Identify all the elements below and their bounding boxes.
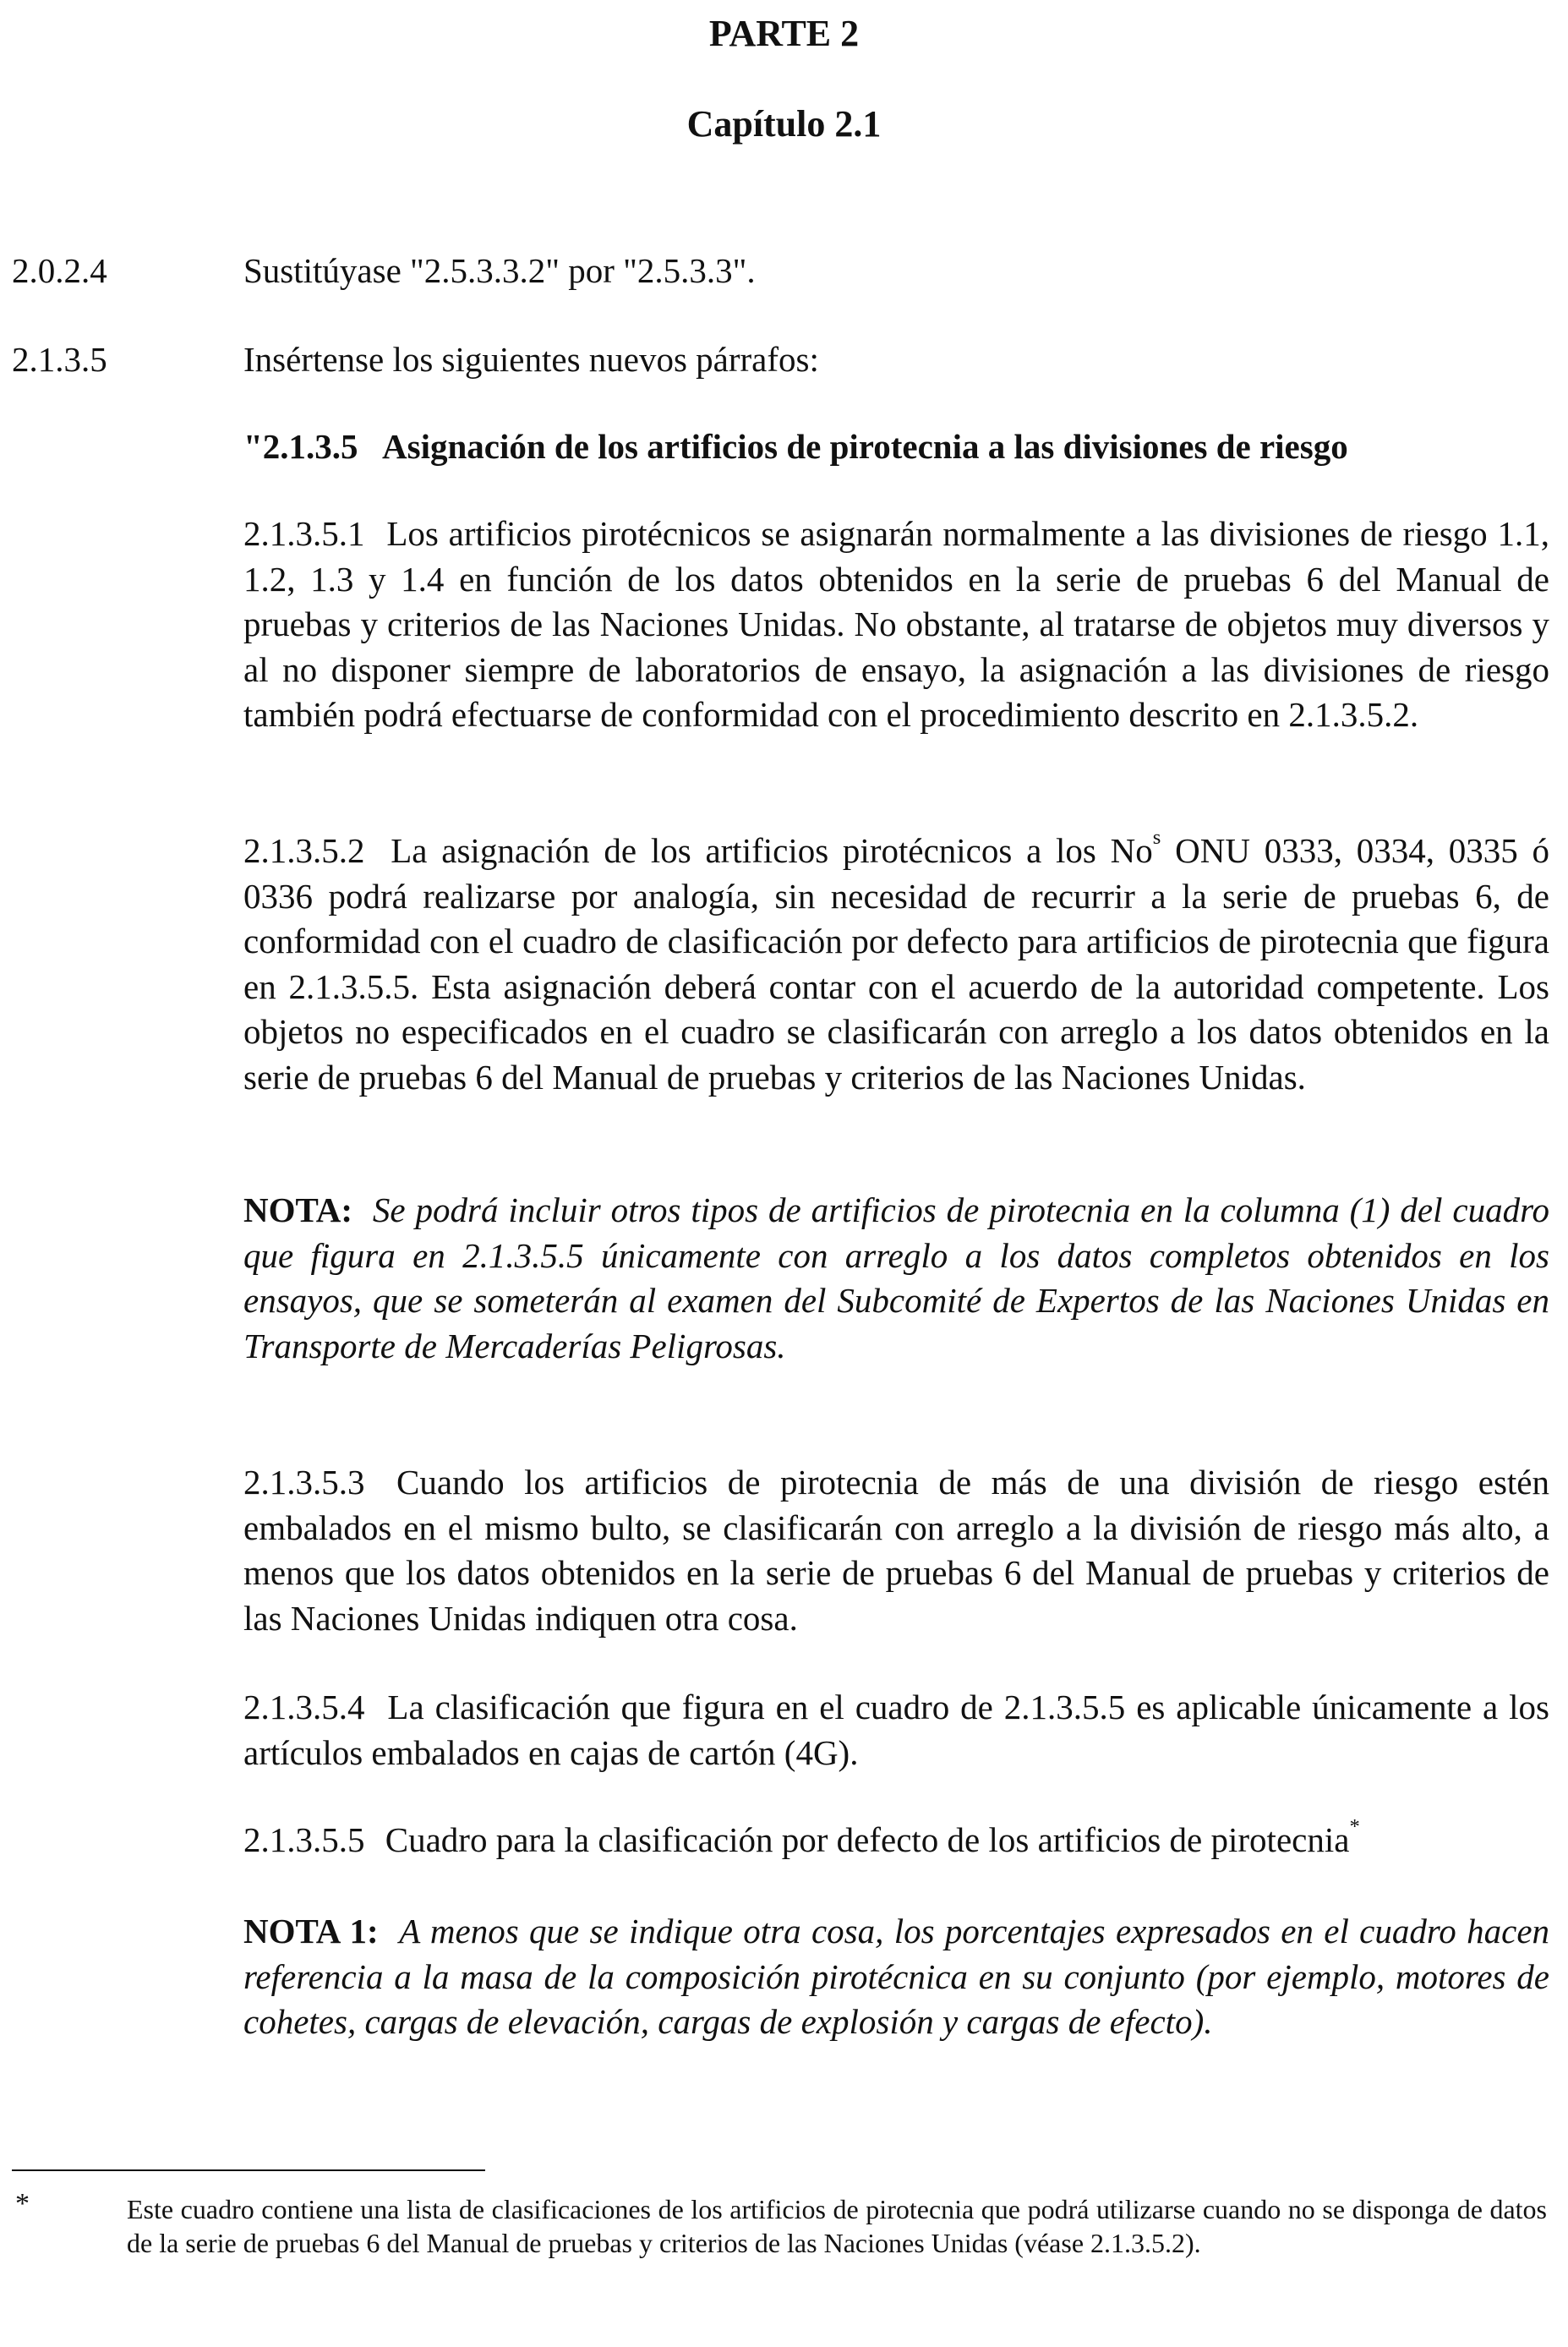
- amendment-text: Insértense los siguientes nuevos párrafos:: [243, 340, 819, 379]
- paragraph-2-1-3-5-5: [243, 1814, 1549, 1863]
- paragraph-2-1-3-5-3: [243, 1460, 1549, 1641]
- paragraph-2-1-3-5-1: [243, 512, 1549, 738]
- amendment-number: 2.0.2.4: [12, 251, 107, 290]
- footnote-divider: [12, 2169, 485, 2171]
- paragraph-text: La clasificación que figura en el cuadro de 2.1.3.5.5 es aplicable únicamente a los artículos embalados en cajas de cartón (4G).: [243, 1688, 1549, 1772]
- paragraph-text: Cuando los artificios de pirotecnia de más de una división de riesgo estén embalados en el mismo bulto, se clasificarán con arreglo a la división de riesgo más alto, a menos que los datos obtenidos en la serie de pruebas 6 del Manual de pruebas y criterios de las Naciones Unidas indiquen otra cosa.: [243, 1463, 1549, 1638]
- paragraph-text: Cuadro para la clasificación por defecto de los artificios de pirotecnia: [385, 1820, 1350, 1859]
- paragraph-text: Los artificios pirotécnicos se asignarán normalmente a las divisiones de riesgo 1.1, 1.2, 1.3 y 1.4 en función de los datos obtenidos en la serie de pruebas 6 del Manual de pruebas y criterios de las Naciones Unidas. No obstante, al tratarse de objetos muy diversos y al no disponer siempre de laboratorios de ensayo, la asignación a las divisiones de riesgo también podrá efectuarse de conformidad con el procedimiento descrito en 2.1.3.5.2.: [243, 514, 1549, 735]
- paragraph-number: 2.1.3.5.3: [243, 1463, 365, 1502]
- amendment-text: Sustitúyase "2.5.3.3.2" por "2.5.3.3".: [243, 251, 756, 290]
- note-text: Se podrá incluir otros tipos de artificios de pirotecnia en la columna (1) del cuadro que figura en 2.1.3.5.5 únicamente con arreglo a los datos completos obtenidos en los ensayos, que se someterán al examen del Subcomité de Expertos de las Naciones Unidas en Transporte de Mercaderías Peligrosas.: [243, 1190, 1550, 1365]
- paragraph-text: La asignación de los artificios pirotécnicos a los No: [391, 831, 1153, 870]
- note-1: [243, 1909, 1549, 2045]
- amendment-number: 2.1.3.5: [12, 340, 107, 379]
- footnote-reference[interactable]: *: [1349, 1814, 1360, 1838]
- note-label: NOTA:: [243, 1190, 353, 1229]
- note: [243, 1188, 1549, 1369]
- paragraph-2-1-3-5-2: [243, 825, 1549, 1101]
- note-text: A menos que se indique otra cosa, los porcentajes expresados en el cuadro hacen referencia a la masa de la composición pirotécnica en su conjunto (por ejemplo, motores de cohetes, cargas de elevación, cargas de explosión y cargas de efecto).: [243, 1912, 1550, 2042]
- chapter-heading: Capítulo 2.1: [686, 103, 882, 145]
- paragraph-number: 2.1.3.5.1: [243, 514, 365, 553]
- footnote-text: Este cuadro contiene una lista de clasificaciones de los artificios de pirotecnia que podrá utilizarse cuando no se disponga de datos de la serie de pruebas 6 del Manual de pruebas y criterios de las Naciones Unidas (véase 2.1.3.5.2).: [127, 2194, 1547, 2258]
- note-label: NOTA 1:: [243, 1912, 379, 1950]
- paragraph-number: 2.1.3.5.4: [243, 1688, 365, 1726]
- paragraph-number: 2.1.3.5.5: [243, 1820, 365, 1859]
- plural-superscript: s: [1152, 825, 1161, 849]
- section-title: "2.1.3.5 Asignación de los artificios de pirotecnia a las divisiones de riesgo: [243, 427, 1348, 466]
- paragraph-text-continued: ONU 0333, 0334, 0335 ó 0336 podrá realizarse por analogía, sin necesidad de recurrir a la serie de pruebas 6, de conformidad con el cuadro de clasificación por defecto para artificios de pirotecnia que figura en 2.1.3.5.5. Esta asignación deberá contar con el acuerdo de la autoridad competente. Los objetos no especificados en el cuadro se clasificarán con arreglo a los datos obtenidos en la serie de pruebas 6 del Manual de pruebas y criterios de las Naciones Unidas.: [243, 831, 1549, 1097]
- paragraph-number: 2.1.3.5.2: [243, 831, 365, 870]
- paragraph-2-1-3-5-4: [243, 1685, 1549, 1775]
- part-heading: PARTE 2: [708, 13, 860, 54]
- footnote-marker: *: [15, 2188, 30, 2219]
